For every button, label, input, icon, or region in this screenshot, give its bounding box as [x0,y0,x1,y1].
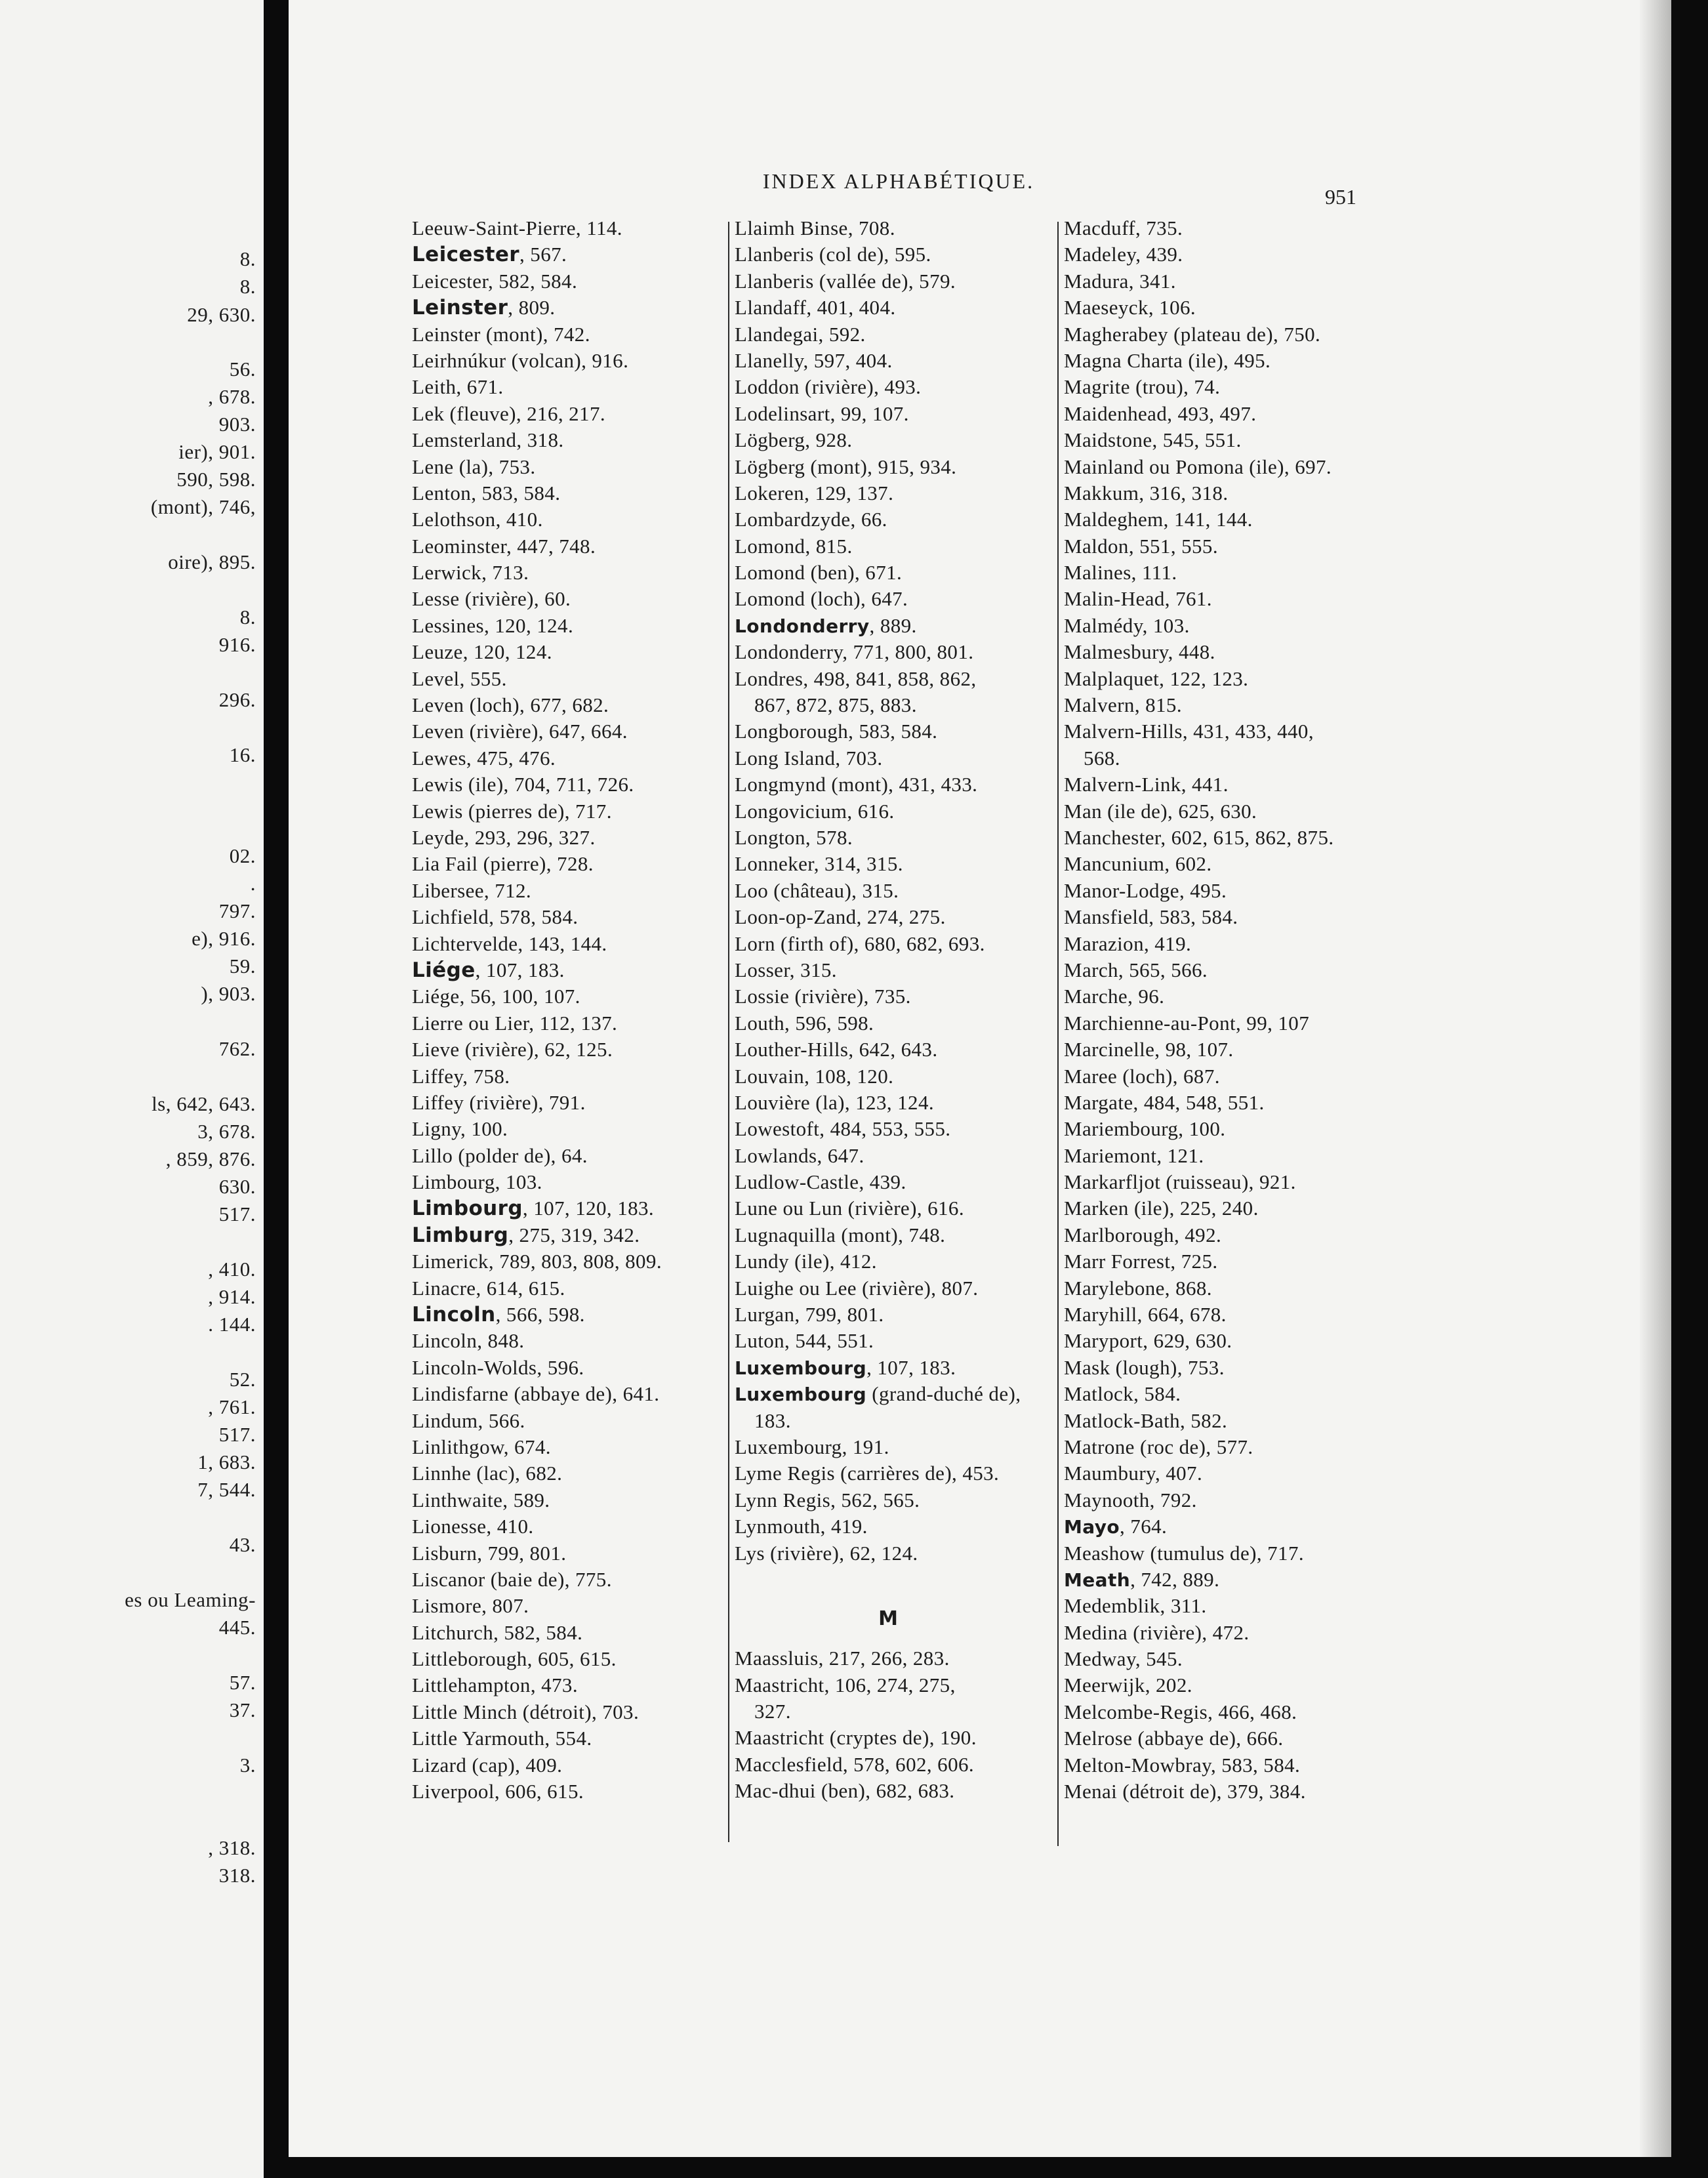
previous-page-fragment: 56. [229,358,256,380]
index-entry [1057,1567,1372,1593]
previous-page-fragment: ls, 642, 643. [152,1092,256,1115]
index-entry: Louvain, 108, 120. [735,1064,894,1088]
index-entry: Londonderry, 771, 800, 801. [735,640,974,664]
index-entry-bold-heading: Leinster [412,296,508,320]
index-entry-bold-heading: Mayo [1064,1516,1120,1538]
previous-page-fragment: 296. [218,688,256,711]
index-entry: Lelothson, 410. [412,508,543,531]
index-entry: Lögberg (mont), 915, 934. [735,455,957,478]
index-entry: Marken (ile), 225, 240. [1064,1197,1259,1220]
index-entry-pages: , 889. [869,613,917,637]
index-entry: Louth, 596, 598. [735,1011,874,1035]
index-entry: Mansfield, 583, 584. [1064,905,1238,929]
index-entry: Leinster (mont), 742. [412,322,590,346]
index-entry: Medina (rivière), 472. [1064,1620,1250,1644]
index-entry: Lisburn, 799, 801. [412,1541,567,1565]
previous-page-fragment: 57. [229,1671,256,1694]
index-entry: Markarfljot (ruisseau), 921. [1064,1170,1296,1194]
index-entry: Margate, 484, 548, 551. [1064,1090,1265,1114]
index-entry: Limerick, 789, 803, 808, 809. [412,1250,662,1273]
index-entry: Lia Fail (pierre), 728. [412,852,594,876]
index-entry: Manchester, 602, 615, 862, 875. [1064,825,1334,849]
index-entry: Marr Forrest, 725. [1064,1250,1218,1273]
index-entry: Lierre ou Lier, 112, 137. [412,1011,618,1035]
index-entry: Marcinelle, 98, 107. [1064,1038,1234,1061]
running-title: INDEX ALPHABÉTIQUE. [762,169,1035,193]
index-entry-continuation: 568. [1084,746,1120,770]
previous-page-fragment: 3, 678. [197,1120,256,1143]
index-entry-bold-heading: Luxembourg [735,1384,867,1406]
index-entry: Mariemont, 121. [1064,1143,1204,1167]
index-entry: Lerwick, 713. [412,561,529,585]
index-entry: Maeseyck, 106. [1064,296,1196,319]
index-entry: Ludlow-Castle, 439. [735,1170,906,1194]
index-entry: Lenton, 583, 584. [412,481,561,504]
index-entry: Lugnaquilla (mont), 748. [735,1223,946,1246]
index-entry: Longovicium, 616. [735,799,895,823]
index-entry: Littlehampton, 473. [412,1674,578,1697]
index-entry: Leeuw-Saint-Pierre, 114. [412,216,622,239]
index-entry: Linnhe (lac), 682. [412,1462,563,1485]
index-entry-pages: (grand-duché de), [866,1382,1021,1406]
index-entry: Longton, 578. [735,825,853,849]
previous-page-fragment: 29, 630. [187,303,256,326]
index-entry [728,1355,1048,1381]
index-entry: Marylebone, 868. [1064,1276,1212,1300]
index-entry: Luighe ou Lee (rivière), 807. [735,1276,979,1300]
previous-page-fragment: 8. [239,275,256,298]
previous-page-fragment: 43. [229,1533,256,1556]
index-entry: Lek (fleuve), 216, 217. [412,401,605,425]
index-entry: Libersee, 712. [412,878,532,902]
index-entry: Melton-Mowbray, 583, 584. [1064,1753,1301,1777]
previous-page-fragment: 590, 598. [176,468,256,491]
index-entry: Lene (la), 753. [412,455,536,478]
index-entry: Little Minch (détroit), 703. [412,1700,640,1723]
index-entry: Lionesse, 410. [412,1515,534,1538]
index-entry-bold-heading: Lincoln [412,1303,496,1327]
index-entry-pages: , 107, 183. [866,1355,956,1379]
index-entry: Lismore, 807. [412,1594,529,1618]
index-entry: Lichfield, 578, 584. [412,905,579,929]
index-entry: Londres, 498, 841, 858, 862, [735,667,977,690]
index-entry: Lynmouth, 419. [735,1515,868,1538]
index-entry: Leyde, 293, 296, 327. [412,825,596,849]
index-entry: Longborough, 583, 584. [735,720,938,743]
previous-page-fragment: , 859, 876. [165,1147,256,1170]
previous-page-fragment: , 318. [208,1836,256,1859]
index-entry-bold-heading: Leicester [412,243,519,267]
index-entry: Loddon (rivière), 493. [735,375,922,399]
index-entry: Louvière (la), 123, 124. [735,1090,935,1114]
index-entry: Llandaff, 401, 404. [735,296,896,319]
index-entry: Menai (détroit de), 379, 384. [1064,1780,1306,1803]
previous-page-fragment: 517. [218,1423,256,1446]
index-entry: Lemsterland, 318. [412,428,564,452]
previous-page-fragment: 916. [218,633,256,656]
index-entry [405,1222,720,1248]
index-entry: Lomond (loch), 647. [735,587,908,611]
index-entry: Malin-Head, 761. [1064,587,1212,611]
index-entry-continuation: 867, 872, 875, 883. [754,693,917,717]
index-entry [1057,1513,1372,1540]
index-entry [405,1302,720,1328]
previous-page-fragment: oire), 895. [168,550,256,573]
index-entry-pages: , 742, 889. [1130,1567,1220,1591]
previous-page-fragment: 16. [229,743,256,766]
index-entry: Lindum, 566. [412,1408,525,1432]
index-entry: Littleborough, 605, 615. [412,1647,617,1671]
index-entry: Lomond, 815. [735,534,853,558]
index-entry: March, 565, 566. [1064,958,1208,981]
index-entry: Mariembourg, 100. [1064,1117,1226,1141]
index-entry: Lokeren, 129, 137. [735,481,894,504]
index-entry-pages: , 764. [1120,1515,1168,1538]
index-entry: Lincoln, 848. [412,1329,525,1353]
index-entry-bold-heading: Limburg [412,1223,509,1247]
index-entry-pages: , 107, 183. [475,958,565,981]
index-entry: Meerwijk, 202. [1064,1674,1192,1697]
index-entry: Liverpool, 606, 615. [412,1780,584,1803]
index-entry: Llanberis (col de), 595. [735,243,931,266]
index-entry: Lonneker, 314, 315. [735,852,903,876]
previous-page-fragment: 762. [218,1037,256,1060]
previous-page-fragment: 630. [218,1175,256,1198]
index-entry: Mask (lough), 753. [1064,1355,1225,1379]
index-entry: Linacre, 614, 615. [412,1276,565,1300]
index-entry: Maree (loch), 687. [1064,1064,1220,1088]
index-entry-pages: , 107, 120, 183. [522,1197,655,1220]
index-entry: Lieve (rivière), 62, 125. [412,1038,613,1061]
index-entry [728,1381,1048,1407]
index-entry-pages: , 275, 319, 342. [508,1223,640,1246]
index-entry: Medemblik, 311. [1064,1594,1207,1618]
index-entry: Maryhill, 664, 678. [1064,1303,1227,1326]
index-entry: Lincoln-Wolds, 596. [412,1355,584,1379]
index-entry: Lillo (polder de), 64. [412,1143,588,1167]
index-entry-bold-heading: Meath [1064,1569,1131,1591]
previous-page-fragment: ), 903. [201,982,256,1005]
index-entry: Macclesfield, 578, 602, 606. [735,1752,975,1776]
index-entry: Malmesbury, 448. [1064,640,1215,664]
index-entry: Lowestoft, 484, 553, 555. [735,1117,951,1141]
index-entry: Leven (loch), 677, 682. [412,693,609,717]
page-edge-shadow [1640,0,1671,2157]
index-column-2 [728,215,1048,1805]
previous-page-fragment: 8. [239,606,256,628]
index-entry: Liffey, 758. [412,1064,510,1088]
index-entry: Lurgan, 799, 801. [735,1303,884,1326]
index-entry: Marchienne-au-Pont, 99, 107 [1064,1011,1310,1035]
index-entry [405,1195,720,1222]
index-entry-bold-heading: Londonderry [735,615,870,637]
index-entry: Matrone (roc de), 577. [1064,1435,1253,1458]
index-entry: Magherabey (plateau de), 750. [1064,322,1321,346]
previous-page-fragment: 37. [229,1698,256,1721]
index-entry: Llanberis (vallée de), 579. [735,269,956,293]
previous-page-fragment: 318. [218,1864,256,1887]
index-entry: Maassluis, 217, 266, 283. [735,1647,950,1670]
index-entry: Lowlands, 647. [735,1143,864,1167]
index-entry: Maidenhead, 493, 497. [1064,401,1257,425]
index-entry: Lomond (ben), 671. [735,561,903,585]
index-entry: Meashow (tumulus de), 717. [1064,1541,1304,1565]
index-entry: Liscanor (baie de), 775. [412,1567,612,1591]
index-entry: Malines, 111. [1064,561,1177,585]
index-entry: Limbourg, 103. [412,1170,542,1194]
previous-page-fragment: (mont), 746, [150,495,256,518]
index-column-3 [1057,215,1372,1805]
index-entry: Lundy (ile), 412. [735,1250,877,1273]
index-entry [728,613,1048,639]
index-entry-pages: , 809. [508,296,556,319]
previous-page-fragment: , 761. [208,1395,256,1418]
previous-page-fragment: 1, 683. [197,1450,256,1473]
index-entry: Melcombe-Regis, 466, 468. [1064,1700,1297,1723]
index-entry: Luton, 544, 551. [735,1329,874,1353]
section-spacer [728,1567,1048,1593]
index-column-1 [405,215,720,1805]
previous-page-fragment: 02. [229,844,256,867]
index-entry: Matlock-Bath, 582. [1064,1408,1228,1432]
index-entry: Lesse (rivière), 60. [412,587,571,611]
index-entry: Madeley, 439. [1064,243,1183,266]
previous-page-fragment: 59. [229,955,256,977]
index-entry [405,957,720,983]
index-entry [405,241,720,268]
index-entry: Lossie (rivière), 735. [735,985,911,1008]
previous-page-fragment: 7, 544. [197,1478,256,1501]
index-entry: Lindisfarne (abbaye de), 641. [412,1382,660,1406]
index-entry: Lizard (cap), 409. [412,1753,563,1777]
index-entry: Llandegai, 592. [735,322,866,346]
index-entry: Loon-op-Zand, 274, 275. [735,905,946,929]
index-entry: Mainland ou Pomona (ile), 697. [1064,455,1332,478]
index-entry: Llanelly, 597, 404. [735,348,893,372]
index-entry: Luxembourg, 191. [735,1435,889,1458]
previous-page-fragment: ier), 901. [178,440,256,463]
index-entry: Malvern, 815. [1064,693,1182,717]
index-entry: Maumbury, 407. [1064,1462,1203,1485]
index-entry: Leominster, 447, 748. [412,534,596,558]
index-entry: Losser, 315. [735,958,837,981]
index-entry: Longmynd (mont), 431, 433. [735,773,978,796]
index-entry-bold-heading: Luxembourg [735,1357,867,1379]
index-entry: Lyme Regis (carrières de), 453. [735,1462,1000,1485]
index-entry: Maldon, 551, 555. [1064,534,1218,558]
index-entry-bold-heading: Liége [412,958,476,982]
index-entry: Linlithgow, 674. [412,1435,551,1458]
index-entry-continuation: 183. [754,1408,791,1432]
index-entry: Litchurch, 582, 584. [412,1620,583,1644]
index-entry: Magna Charta (ile), 495. [1064,348,1271,372]
previous-page-fragment: 517. [218,1202,256,1225]
index-entry: Lynn Regis, 562, 565. [735,1488,920,1511]
page-number: 951 [1325,185,1356,209]
previous-page-fragment: 8. [239,247,256,270]
index-entry: Lodelinsart, 99, 107. [735,401,909,425]
index-entry-pages: , 566, 598. [495,1303,585,1326]
index-entry: Medway, 545. [1064,1647,1183,1671]
previous-page-fragment: 797. [218,899,256,922]
index-entry: Liége, 56, 100, 107. [412,985,580,1008]
index-entry-continuation: 327. [754,1700,791,1723]
index-entry: Marche, 96. [1064,985,1165,1008]
index-entry: Makkum, 316, 318. [1064,481,1229,504]
previous-page-fragment: , 410. [208,1258,256,1281]
index-entry: Leven (rivière), 647, 664. [412,720,628,743]
previous-page-fragment: 52. [229,1368,256,1391]
index-entry: Leith, 671. [412,375,504,399]
index-entry: Lewes, 475, 476. [412,746,556,770]
previous-page-fragment: e), 916. [192,927,256,950]
index-entry: Matlock, 584. [1064,1382,1181,1406]
index-entry: Malmédy, 103. [1064,613,1190,637]
index-entry: Manor-Lodge, 495. [1064,878,1227,902]
index-entry: Louther-Hills, 642, 643. [735,1038,938,1061]
index-entry [405,295,720,321]
index-entry: Leuze, 120, 124. [412,640,552,664]
index-entry: Lys (rivière), 62, 124. [735,1541,918,1565]
index-entry: Maastricht (cryptes de), 190. [735,1726,977,1750]
index-entry: Macduff, 735. [1064,216,1183,239]
index-entry: Lewis (ile), 704, 711, 726. [412,773,634,796]
index-entry: Linthwaite, 589. [412,1488,550,1511]
index-entry: Lune ou Lun (rivière), 616. [735,1197,964,1220]
index-entry: Malvern-Hills, 431, 433, 440, [1064,720,1314,743]
previous-page-fragment: . 144. [208,1313,256,1336]
index-entry-bold-heading: Limbourg [412,1197,523,1221]
previous-page-fragment: es ou Leaming- [125,1588,256,1611]
index-entry: Melrose (abbaye de), 666. [1064,1727,1284,1750]
section-letter: M [878,1607,898,1631]
index-entry: Lichtervelde, 143, 144. [412,932,607,955]
index-entry: Ligny, 100. [412,1117,508,1141]
index-entry: Magrite (trou), 74. [1064,375,1221,399]
index-entry: Lewis (pierres de), 717. [412,799,612,823]
previous-page-fragment: 445. [218,1616,256,1639]
index-entry: Mac-dhui (ben), 682, 683. [735,1779,955,1803]
index-entry: Maastricht, 106, 274, 275, [735,1673,956,1696]
index-entry: Leicester, 582, 584. [412,269,578,293]
index-entry: Liffey (rivière), 791. [412,1090,586,1114]
index-entry: Lorn (firth of), 680, 682, 693. [735,932,985,955]
index-entry: Loo (château), 315. [735,878,899,902]
index-entry: Lögberg, 928. [735,428,853,452]
previous-page-sliver [0,0,264,2178]
index-entry: Malvern-Link, 441. [1064,773,1229,796]
index-entry: Llaimh Binse, 708. [735,216,895,239]
index-entry-pages: , 567. [519,243,567,266]
index-entry: Lombardzyde, 66. [735,508,887,531]
index-entry: Man (ile de), 625, 630. [1064,799,1257,823]
previous-page-fragment: 3. [239,1754,256,1777]
index-entry: Maryport, 629, 630. [1064,1329,1232,1353]
index-entry: Mancunium, 602. [1064,852,1212,876]
index-entry: Little Yarmouth, 554. [412,1727,592,1750]
previous-page-fragment: 903. [218,413,256,436]
index-entry: Madura, 341. [1064,269,1176,293]
index-entry: Leirhnúkur (volcan), 916. [412,348,629,372]
index-entry: Maldeghem, 141, 144. [1064,508,1253,531]
index-entry: Level, 555. [412,667,507,690]
previous-page-fragment: , 678. [208,385,256,408]
previous-page-fragment: , 914. [208,1285,256,1308]
index-entry: Long Island, 703. [735,746,883,770]
index-entry: Lessines, 120, 124. [412,613,574,637]
index-entry: Marlborough, 492. [1064,1223,1222,1246]
index-entry: Maidstone, 545, 551. [1064,428,1242,452]
index-entry: Maynooth, 792. [1064,1488,1197,1511]
index-entry: Marazion, 419. [1064,932,1192,955]
previous-page-fragment: . [250,872,256,895]
index-entry: Malplaquet, 122, 123. [1064,667,1249,690]
